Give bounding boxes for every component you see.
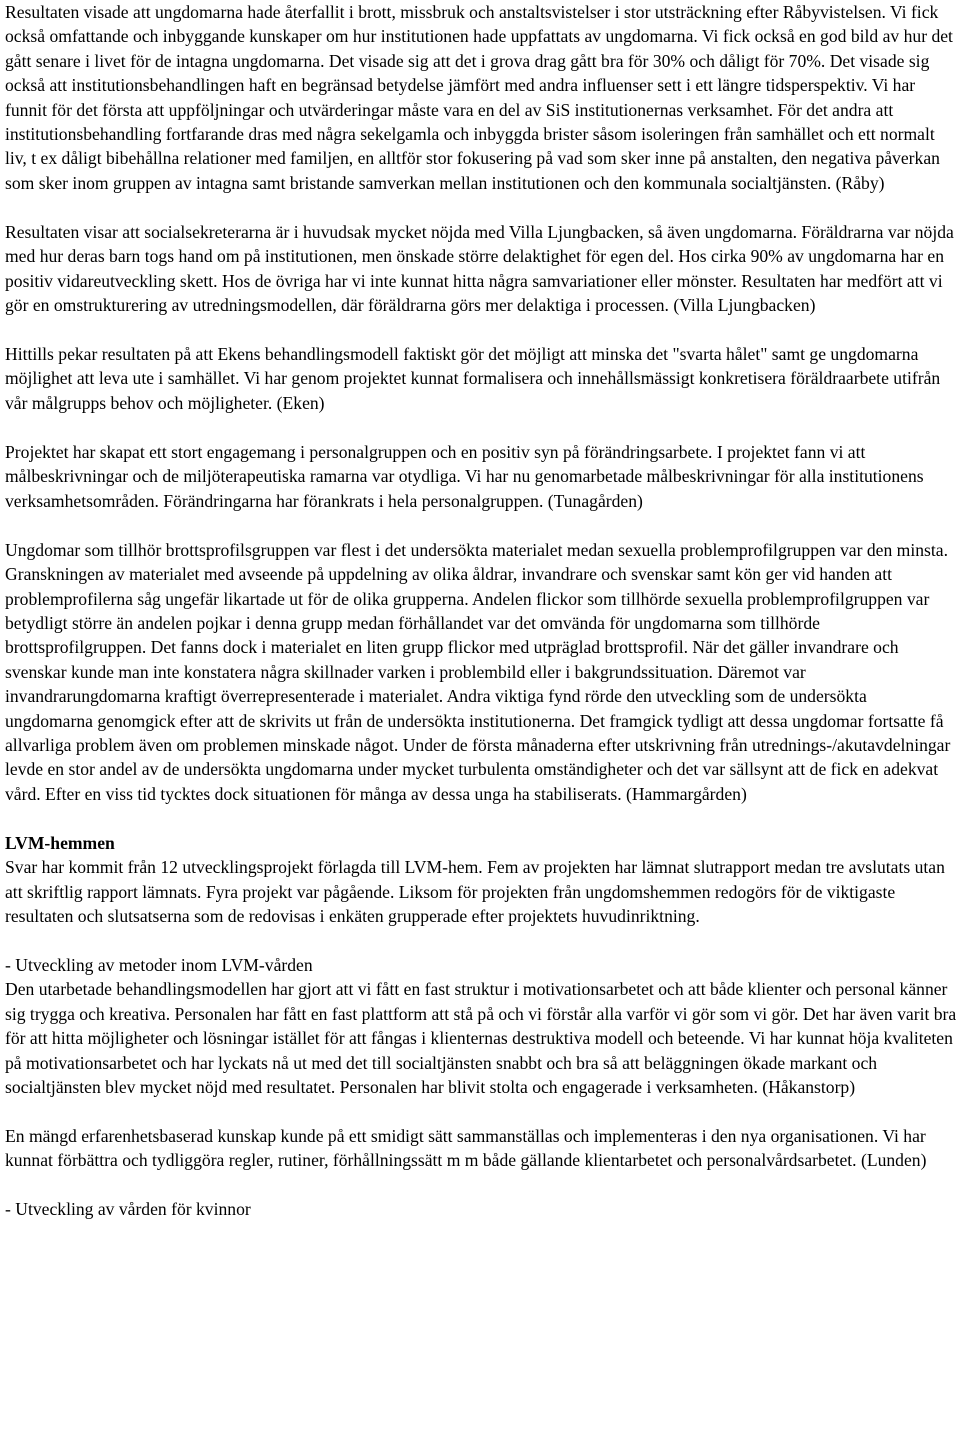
paragraph-hakanstorp: Den utarbetade behandlingsmodellen har gjort att vi fått en fast struktur i motivationsarbetet och att både klienter och personal känner sig trygga och kreativa. Personalen har fått en fast plattform att stå på och vi förstår alla varför vi gör som vi gör. Det har även varit bra för att hitta möjligheter och lösningar istället för att fångas i klienternas destruktiva modell och beteende. Vi har kunnat höja kvaliteten på motivationsarbetet och har lyckats nå ut med det till socialtjänsten snabbt och bra så att beläggningen ökade markant och socialtjänsten blev mycket nöjd med resultatet. Personalen har blivit stolta och engagerade i verksamheten. (Håkanstorp): [5, 979, 957, 1097]
paragraph-gap: [5, 1099, 958, 1124]
paragraph-hammargarden: Ungdomar som tillhör brottsprofilsgruppen var flest i det undersökta materialet medan sexuella problemprofilgruppen var den minsta. Granskningen av materialet med avseende på uppdelning av olika åldrar, invandrare och svenskar samt kön ger vid handen att problemprofilerna såg ungefär likartade ut för de olika grupperna. Andelen flickor som tillhörde sexuella problemprofilgruppen var betydligt större än andelen pojkar i denna grupp medan förhållandet var det omvända för ungdomarna som tillhörde brottsprofilgruppen. Det fanns dock i materialet en liten grupp flickor med utpräglad brottsprofil. När det gäller invandrare och svenskar kunde man inte konstatera några skillnader varken i problembild eller i bakgrundssituation. Däremot var invandrarungdomarna kraftigt överrepresenterade i materialet. Andra viktiga fynd rörde den utveckling som de undersökta ungdomarna genomgick efter att de skrivits ut från de undersökta institutionerna. Det framgick tydligt att dessa ungdomar fortsatte få allvarliga problem även om problemen minskade något. Under de första månaderna efter utskrivning från utrednings-/akutavdelningar levde en stor andel av de undersökta ungdomarna under mycket turbulenta omständigheter och det var sällsynt att de fick en adekvat vård. Efter en viss tid tycktes dock situationen för många av dessa unga ha stabiliserats. (Hammargården): [5, 539, 951, 804]
paragraph-gap: [5, 415, 958, 440]
paragraph-lunden: En mängd erfarenhetsbaserad kunskap kunde på ett smidigt sätt sammanställas och implementeras i den nya organisationen. Vi har kunnat förbättra och tydliggöra regler, rutiner, förhållningssätt m m både gällande klientarbetet och personalvårdsarbetet. (Lunden): [5, 1126, 927, 1171]
section-heading-lvm: LVM-hemmen: [5, 832, 115, 853]
paragraph-gap: [5, 317, 958, 342]
paragraph-gap: [5, 513, 958, 538]
paragraph-gap: [5, 1173, 958, 1198]
paragraph-raby: Resultaten visade att ungdomarna hade återfallit i brott, missbruk och anstaltsvistelser i stor utsträckning efter Råbyvistelsen. Vi fick också omfattande och inbyggande kunskaper om hur institutionen hade uppfattats av ungdomarna. Vi fick också en god bild av hur det gått senare i livet för de intagna ungdomarna. Det visade sig att det i grova drag gått bra för 30% och dåligt för 70%. Det visade sig också att institutionsbehandlingen haft en begränsad betydelse jämfört med andra influenser sett i ett längre tidsperspektiv. Vi har funnit för det första att uppföljningar och utvärderingar måste vara en del av SiS institutionernas verksamhet. För det andra att institutionsbehandling fortfarande dras med några sekelgamla och inbyggda brister såsom isoleringen från samhället och ett normalt liv, t ex dåligt bibehållna relationer med familjen, en alltför stor fokusering på vad som sker inne på anstalten, den negativa påverkan som sker inom gruppen av intagna samt bristande samverkan mellan institutionen och den kommunala socialtjänsten. (Råby): [5, 2, 953, 193]
paragraph-tunagarden: Projektet har skapat ett stort engagemang i personalgruppen och en positiv syn på förändringsarbete. I projektet fann vi att målbeskrivningar och de miljöterapeutiska ramarna var otydliga. Vi har nu genomarbetade målbeskrivningar för alla institutionens verksamhetsområden. Förändringarna har förankrats i hela personalgruppen. (Tunagården): [5, 441, 924, 511]
subheading-women-care: - Utveckling av vården för kvinnor: [5, 1199, 251, 1220]
paragraph-gap: [5, 806, 958, 831]
subheading-methods: - Utveckling av metoder inom LVM-vården: [5, 954, 313, 975]
paragraph-villa-ljungbacken: Resultaten visar att socialsekreterarna är i huvudsak mycket nöjda med Villa Ljungbacken, så även ungdomarna. Föräldrarna var nöjda med hur deras barn togs hand om på institutionen, men önskade större delaktighet för egen del. Hos cirka 90% av ungdomarna har en positiv vidareutveckling skett. Hos de övriga har vi inte kunnat hitta några samvariationer eller mönster. Resultaten har medfört att vi gör en omstrukturering av utredningsmodellen, där föräldrarna görs mer delaktiga i processen. (Villa Ljungbacken): [5, 221, 954, 316]
paragraph-lvm-intro: Svar har kommit från 12 utvecklingsprojekt förlagda till LVM-hem. Fem av projekten har lämnat slutrapport medan tre avslutats utan att skriftlig rapport lämnats. Fyra projekt var pågående. Liksom för projekten från ungdomshemmen redogörs för de viktigaste resultaten och slutsatserna som de redovisas i enkäten grupperade efter projektets huvudinriktning.: [5, 857, 945, 926]
paragraph-gap: [5, 195, 958, 220]
paragraph-eken: Hittills pekar resultaten på att Ekens behandlingsmodell faktiskt gör det möjligt att minska det "svarta hålet" samt ge ungdomarna möjlighet att leva ute i samhället. Vi har genom projektet kunnat formalisera och innehållsmässigt konkretisera föräldraarbete utifrån vår målgrupps behov och möjligheter. (Eken): [5, 344, 941, 413]
paragraph-gap: [5, 928, 958, 953]
document-page: [5, 0, 958, 1222]
